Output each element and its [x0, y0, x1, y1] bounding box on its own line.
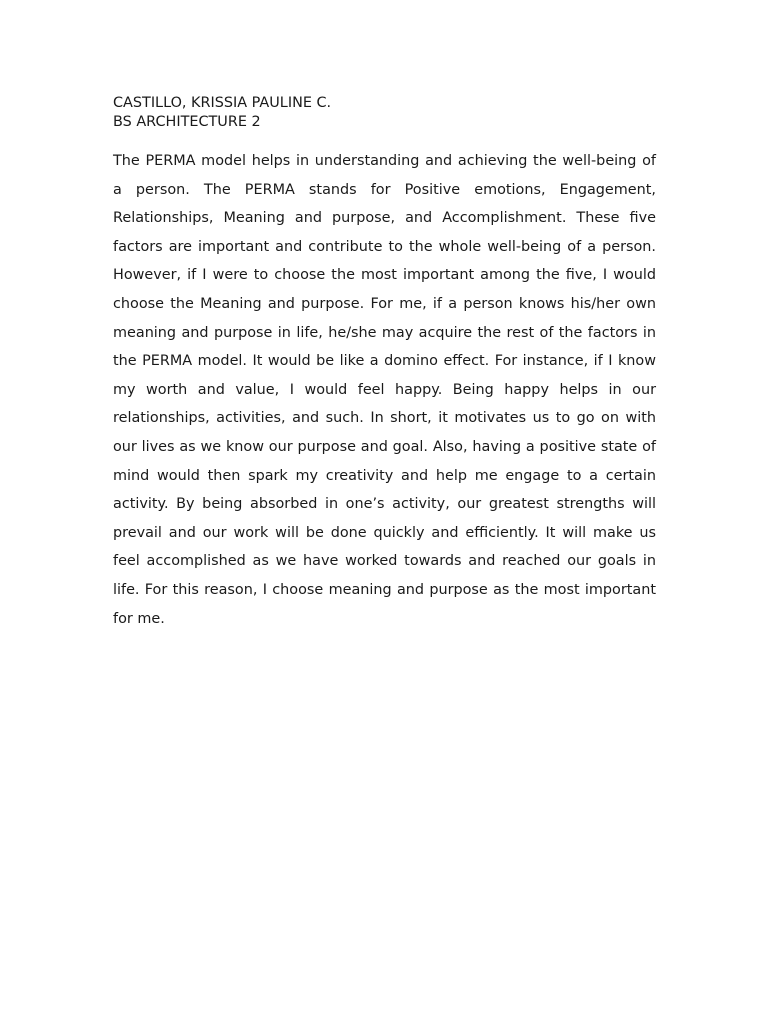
document-header [113, 94, 658, 132]
course-label: BS ARCHITECTURE 2 [113, 114, 261, 130]
author-name: CASTILLO, KRISSIA PAULINE C. [113, 95, 332, 111]
essay-paragraph: The PERMA model helps in understanding and achieving the well-being of a person. The PERMA stands for Positive emotions, Engagement, Relationships, Meaning and purpose, and Accomplishment. These five factors are important and contribute to the whole well-being of a person. However, if I were to choose the most important among the five, I would choose the Meaning and purpose. For me, if a person knows his/her own meaning and purpose in life, he/she may acquire the rest of the factors in the PERMA model. It would be like a domino effect. For instance, if I know my worth and value, I would feel happy. Being happy helps in our relationships, activities, and such. In short, it motivates us to go on with our lives as we know our purpose and goal. Also, having a positive state of mind would then spark my creativity and help me engage to a certain activity. By being absorbed in one’s activity, our greatest strengths will prevail and our work will be done quickly and efficiently. It will make us feel accomplished as we have worked towards and reached our goals in life. For this reason, I choose meaning and purpose as the most important for me. [113, 153, 656, 627]
